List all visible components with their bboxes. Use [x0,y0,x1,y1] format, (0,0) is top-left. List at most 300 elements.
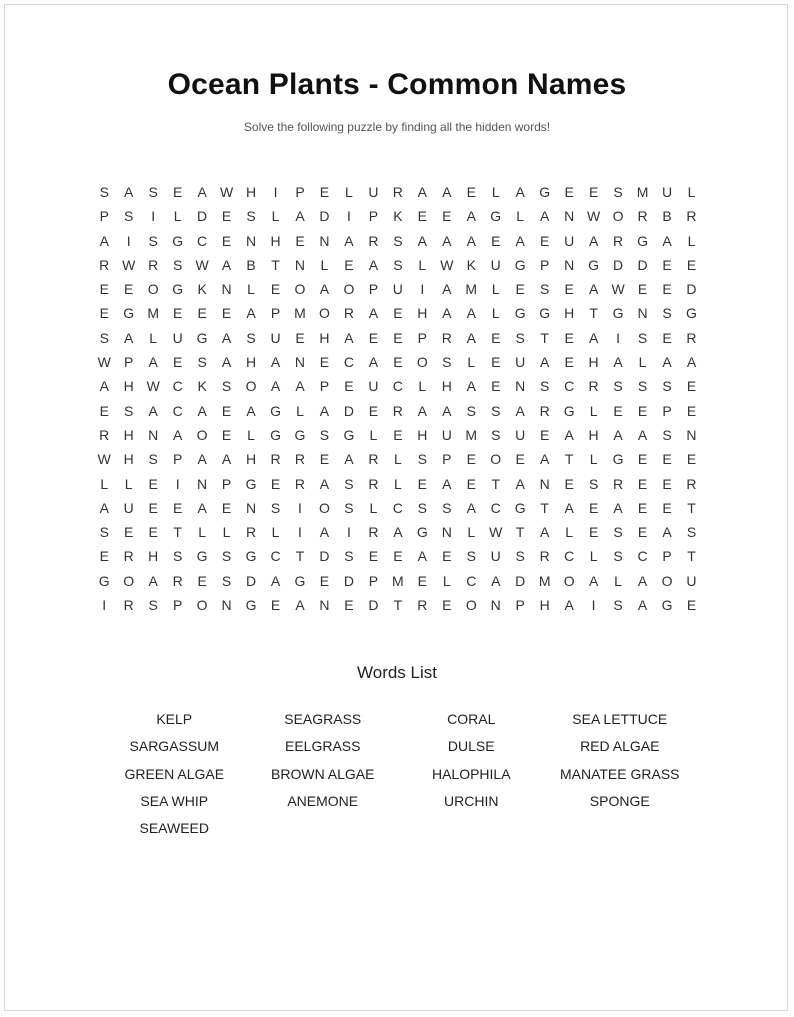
grid-letter[interactable]: E [466,475,476,492]
grid-letter[interactable]: D [343,572,354,589]
grid-letter[interactable]: E [295,329,305,346]
grid-letter[interactable]: L [687,232,696,249]
grid-letter[interactable]: L [247,426,255,443]
grid-letter[interactable]: A [588,232,599,249]
grid-letter[interactable]: L [149,329,158,346]
grid-letter[interactable]: H [417,305,428,322]
grid-letter[interactable]: R [99,426,110,443]
grid-letter[interactable]: E [417,572,427,589]
grid-letter[interactable]: E [662,281,672,298]
grid-letter[interactable]: C [466,572,477,589]
grid-letter[interactable]: S [148,232,158,249]
grid-letter[interactable]: A [319,281,330,298]
grid-letter[interactable]: S [344,548,354,565]
grid-letter[interactable]: S [172,256,183,273]
grid-letter[interactable]: G [661,597,673,614]
grid-letter[interactable]: A [515,232,525,249]
grid-letter[interactable]: S [99,184,109,200]
grid-letter[interactable]: S [491,402,501,419]
grid-letter[interactable]: R [392,402,403,419]
grid-letter[interactable]: R [123,597,134,614]
grid-letter[interactable]: U [441,426,452,443]
grid-letter[interactable]: P [319,378,330,395]
grid-letter[interactable]: P [540,256,550,273]
grid-letter[interactable]: A [588,281,599,298]
grid-letter[interactable]: H [564,305,575,322]
grid-letter[interactable]: E [686,451,697,468]
grid-letter[interactable]: E [686,378,697,395]
grid-letter[interactable]: N [319,597,330,614]
grid-letter[interactable]: L [345,184,353,200]
grid-letter[interactable]: T [491,475,501,492]
grid-letter[interactable]: G [245,475,257,492]
grid-letter[interactable]: S [124,208,134,225]
grid-letter[interactable]: U [368,184,379,200]
grid-letter[interactable]: A [295,208,305,225]
grid-letter[interactable]: S [344,475,354,492]
grid-letter[interactable]: E [270,475,281,492]
grid-letter[interactable]: E [491,232,501,249]
grid-letter[interactable]: G [123,305,135,322]
grid-letter[interactable]: A [270,354,281,371]
grid-letter[interactable]: S [221,378,232,395]
grid-letter[interactable]: G [196,329,208,346]
grid-letter[interactable]: H [417,426,428,443]
grid-letter[interactable]: N [245,232,257,249]
grid-letter[interactable]: D [319,208,330,225]
grid-letter[interactable]: G [514,256,526,273]
grid-letter[interactable]: E [319,572,330,589]
grid-letter[interactable]: U [515,426,526,443]
grid-letter[interactable]: E [368,402,379,419]
grid-letter[interactable]: U [661,184,673,200]
grid-letter[interactable]: L [442,572,451,589]
grid-letter[interactable]: G [294,426,306,443]
grid-letter[interactable]: A [466,232,476,249]
grid-letter[interactable]: T [173,524,182,541]
grid-letter[interactable]: N [539,475,550,492]
grid-letter[interactable]: W [587,208,601,225]
grid-letter[interactable]: O [343,281,355,298]
grid-letter[interactable]: S [344,499,354,516]
grid-letter[interactable]: M [465,426,478,443]
grid-letter[interactable]: A [686,354,697,371]
grid-letter[interactable]: D [319,548,330,565]
grid-letter[interactable]: E [344,256,354,273]
grid-letter[interactable]: R [637,208,648,225]
grid-letter[interactable]: M [392,572,404,589]
grid-letter[interactable]: G [416,524,428,541]
grid-letter[interactable]: W [195,256,209,273]
grid-letter[interactable]: E [221,402,232,419]
grid-letter[interactable]: H [245,354,257,371]
grid-letter[interactable]: A [197,451,207,468]
grid-letter[interactable]: D [197,208,208,225]
grid-letter[interactable]: I [298,524,302,541]
grid-letter[interactable]: A [466,499,476,516]
grid-letter[interactable]: E [99,305,109,322]
grid-letter[interactable]: W [219,184,234,200]
grid-letter[interactable]: C [392,499,403,516]
grid-letter[interactable]: E [393,305,403,322]
grid-letter[interactable]: E [344,378,354,395]
grid-letter[interactable]: T [564,451,574,468]
grid-letter[interactable]: K [197,281,207,298]
grid-letter[interactable]: R [294,475,306,492]
grid-letter[interactable]: E [221,499,232,516]
grid-letter[interactable]: A [221,354,232,371]
grid-letter[interactable]: A [466,329,476,346]
grid-letter[interactable]: E [637,524,648,541]
grid-letter[interactable]: N [197,475,208,492]
grid-letter[interactable]: N [637,305,648,322]
grid-letter[interactable]: E [148,524,158,541]
grid-letter[interactable]: L [198,524,206,541]
grid-letter[interactable]: S [148,597,158,614]
grid-letter[interactable]: E [637,451,648,468]
grid-letter[interactable]: O [147,281,159,298]
grid-letter[interactable]: P [515,597,525,614]
grid-letter[interactable]: C [172,378,183,395]
grid-letter[interactable]: A [662,524,672,541]
grid-letter[interactable]: C [564,378,575,395]
grid-letter[interactable]: A [442,305,452,322]
grid-letter[interactable]: L [491,305,500,322]
grid-letter[interactable]: E [295,232,305,249]
grid-letter[interactable]: A [637,426,648,443]
grid-letter[interactable]: E [99,281,109,298]
grid-letter[interactable]: E [686,256,697,273]
grid-letter[interactable]: O [416,354,428,371]
grid-letter[interactable]: R [441,329,452,346]
grid-letter[interactable]: G [172,281,184,298]
grid-letter[interactable]: A [393,524,403,541]
grid-letter[interactable]: O [196,426,208,443]
grid-letter[interactable]: A [270,378,281,395]
grid-letter[interactable]: P [221,475,232,492]
grid-letter[interactable]: M [147,305,159,322]
grid-letter[interactable]: S [442,354,452,371]
grid-letter[interactable]: R [539,402,550,419]
grid-letter[interactable]: S [515,548,525,565]
grid-letter[interactable]: A [491,572,501,589]
grid-letter[interactable]: G [612,451,624,468]
grid-letter[interactable]: S [197,354,207,371]
grid-letter[interactable]: P [662,548,672,565]
grid-letter[interactable]: P [270,305,281,322]
grid-letter[interactable]: A [344,451,354,468]
grid-letter[interactable]: A [613,354,623,371]
grid-letter[interactable]: E [197,305,207,322]
grid-letter[interactable]: C [172,402,183,419]
grid-letter[interactable]: L [173,208,182,225]
grid-letter[interactable]: S [662,305,672,322]
grid-letter[interactable]: A [148,354,158,371]
grid-letter[interactable]: H [123,378,134,395]
grid-letter[interactable]: S [613,548,623,565]
grid-letter[interactable]: L [320,256,329,273]
grid-letter[interactable]: L [100,475,109,492]
grid-letter[interactable]: G [588,256,600,273]
grid-letter[interactable]: C [490,499,501,516]
grid-letter[interactable]: N [221,281,232,298]
grid-letter[interactable]: S [686,524,697,541]
grid-letter[interactable]: A [221,256,232,273]
grid-letter[interactable]: L [589,451,598,468]
grid-letter[interactable]: W [611,281,625,298]
grid-letter[interactable]: T [540,499,549,516]
grid-letter[interactable]: A [172,426,183,443]
grid-letter[interactable]: A [417,402,427,419]
grid-letter[interactable]: A [442,232,452,249]
grid-letter[interactable]: I [151,208,156,225]
grid-letter[interactable]: A [442,184,452,200]
grid-letter[interactable]: A [319,524,330,541]
grid-letter[interactable]: S [172,548,183,565]
grid-letter[interactable]: A [344,329,354,346]
grid-letter[interactable]: A [246,305,256,322]
grid-letter[interactable]: N [148,426,159,443]
grid-letter[interactable]: G [514,305,526,322]
grid-letter[interactable]: R [686,329,697,346]
grid-letter[interactable]: E [564,354,574,371]
grid-letter[interactable]: R [686,208,697,225]
grid-letter[interactable]: L [638,354,647,371]
grid-letter[interactable]: P [99,208,109,225]
grid-letter[interactable]: A [662,232,672,249]
grid-letter[interactable]: S [662,426,672,443]
grid-letter[interactable]: E [442,548,452,565]
grid-letter[interactable]: H [319,329,330,346]
grid-letter[interactable]: G [539,305,551,322]
grid-letter[interactable]: R [270,451,281,468]
grid-letter[interactable]: O [465,597,477,614]
grid-letter[interactable]: S [148,184,158,200]
grid-letter[interactable]: P [662,402,672,419]
grid-letter[interactable]: O [319,499,330,516]
grid-letter[interactable]: C [270,548,281,565]
grid-letter[interactable]: N [686,426,697,443]
grid-letter[interactable]: E [442,208,452,225]
grid-letter[interactable]: L [589,548,598,565]
grid-letter[interactable]: E [540,426,550,443]
grid-letter[interactable]: S [540,281,550,298]
grid-letter[interactable]: E [491,378,501,395]
grid-letter[interactable]: R [172,572,183,589]
grid-letter[interactable]: E [417,475,427,492]
grid-letter[interactable]: L [614,572,622,589]
grid-letter[interactable]: H [588,354,599,371]
grid-letter[interactable]: A [564,426,574,443]
grid-letter[interactable]: G [245,548,257,565]
grid-letter[interactable]: A [99,232,109,249]
grid-letter[interactable]: E [564,184,574,200]
grid-letter[interactable]: E [662,329,672,346]
grid-letter[interactable]: T [540,329,549,346]
grid-letter[interactable]: E [417,208,427,225]
grid-letter[interactable]: S [221,548,232,565]
grid-letter[interactable]: I [420,281,425,298]
grid-letter[interactable]: E [393,329,403,346]
grid-letter[interactable]: G [98,572,110,589]
grid-letter[interactable]: E [540,232,550,249]
grid-letter[interactable]: W [122,256,136,273]
grid-letter[interactable]: D [686,281,697,298]
grid-letter[interactable]: E [662,451,672,468]
grid-letter[interactable]: H [123,426,134,443]
grid-letter[interactable]: G [172,232,184,249]
grid-letter[interactable]: E [197,572,207,589]
grid-letter[interactable]: E [393,426,403,443]
grid-letter[interactable]: W [489,524,503,541]
grid-letter[interactable]: A [246,402,256,419]
grid-letter[interactable]: L [393,451,402,468]
grid-letter[interactable]: E [515,451,525,468]
grid-letter[interactable]: A [442,475,452,492]
grid-letter[interactable]: I [346,208,351,225]
grid-letter[interactable]: C [564,548,575,565]
grid-letter[interactable]: P [172,451,183,468]
grid-letter[interactable]: H [148,548,159,565]
grid-letter[interactable]: E [148,499,158,516]
grid-letter[interactable]: S [393,232,403,249]
grid-letter[interactable]: O [319,305,330,322]
grid-letter[interactable]: G [294,572,306,589]
grid-letter[interactable]: A [540,354,550,371]
grid-letter[interactable]: E [564,475,574,492]
grid-letter[interactable]: O [661,572,673,589]
grid-letter[interactable]: R [368,524,379,541]
grid-letter[interactable]: O [196,597,208,614]
grid-letter[interactable]: A [99,499,109,516]
grid-letter[interactable]: T [515,524,525,541]
grid-letter[interactable]: O [612,208,624,225]
grid-letter[interactable]: T [687,548,696,565]
grid-letter[interactable]: A [368,305,379,322]
grid-letter[interactable]: A [99,378,109,395]
grid-letter[interactable]: U [368,378,379,395]
grid-letter[interactable]: P [124,354,134,371]
grid-letter[interactable]: S [466,548,476,565]
grid-letter[interactable]: L [418,378,427,395]
grid-letter[interactable]: U [490,256,501,273]
grid-letter[interactable]: H [441,378,452,395]
grid-letter[interactable]: G [270,426,281,443]
grid-letter[interactable]: U [515,354,526,371]
grid-letter[interactable]: E [686,402,697,419]
grid-letter[interactable]: U [172,329,183,346]
grid-letter[interactable]: G [490,208,502,225]
grid-letter[interactable]: I [175,475,180,492]
grid-letter[interactable]: A [564,499,574,516]
grid-letter[interactable]: N [245,499,257,516]
grid-letter[interactable]: S [319,426,330,443]
grid-letter[interactable]: I [298,499,302,516]
grid-letter[interactable]: E [466,451,476,468]
grid-letter[interactable]: S [393,256,403,273]
grid-letter[interactable]: H [588,426,599,443]
grid-letter[interactable]: A [368,354,379,371]
grid-letter[interactable]: L [247,281,255,298]
grid-letter[interactable]: M [294,305,306,322]
grid-letter[interactable]: A [417,548,427,565]
grid-letter[interactable]: G [270,402,281,419]
grid-letter[interactable]: G [539,184,551,200]
grid-letter[interactable]: S [491,426,501,443]
grid-letter[interactable]: S [124,402,134,419]
grid-letter[interactable]: S [637,329,648,346]
grid-letter[interactable]: N [221,597,232,614]
grid-letter[interactable]: E [221,208,232,225]
grid-letter[interactable]: E [442,597,452,614]
grid-letter[interactable]: L [516,208,525,225]
grid-letter[interactable]: E [637,499,648,516]
grid-letter[interactable]: E [344,597,354,614]
grid-letter[interactable]: N [490,597,501,614]
grid-letter[interactable]: R [343,305,354,322]
grid-letter[interactable]: A [442,402,452,419]
grid-letter[interactable]: E [172,305,183,322]
grid-letter[interactable]: A [148,572,158,589]
grid-letter[interactable]: L [271,208,280,225]
grid-letter[interactable]: K [393,208,403,225]
grid-letter[interactable]: A [221,451,232,468]
grid-letter[interactable]: K [466,256,476,273]
grid-letter[interactable]: E [491,329,501,346]
grid-letter[interactable]: E [515,281,525,298]
grid-letter[interactable]: A [588,329,599,346]
grid-letter[interactable]: C [343,354,354,371]
grid-letter[interactable]: E [270,281,281,298]
grid-letter[interactable]: P [172,597,183,614]
grid-letter[interactable]: H [123,451,134,468]
grid-letter[interactable]: U [392,281,403,298]
grid-letter[interactable]: D [368,597,379,614]
grid-letter[interactable]: A [515,475,525,492]
grid-letter[interactable]: R [99,256,110,273]
grid-letter[interactable]: A [124,184,134,200]
grid-letter[interactable]: E [172,499,183,516]
grid-letter[interactable]: E [221,305,232,322]
grid-letter[interactable]: R [245,524,257,541]
grid-letter[interactable]: E [491,354,501,371]
grid-letter[interactable]: S [613,597,623,614]
grid-letter[interactable]: R [686,475,697,492]
grid-letter[interactable]: U [686,572,697,589]
grid-letter[interactable]: A [417,184,427,200]
grid-letter[interactable]: A [637,597,648,614]
grid-letter[interactable]: G [686,305,697,322]
grid-letter[interactable]: M [538,572,551,589]
grid-letter[interactable]: P [368,208,379,225]
grid-letter[interactable]: E [466,184,476,200]
grid-letter[interactable]: H [245,451,257,468]
grid-letter[interactable]: T [393,597,403,614]
grid-letter[interactable]: E [172,354,183,371]
grid-letter[interactable]: G [563,402,575,419]
grid-letter[interactable]: D [637,256,648,273]
grid-letter[interactable]: L [589,402,598,419]
grid-letter[interactable]: U [564,232,575,249]
grid-letter[interactable]: A [368,256,379,273]
grid-letter[interactable]: O [563,572,575,589]
grid-letter[interactable]: D [343,402,354,419]
grid-letter[interactable]: S [613,184,623,200]
grid-letter[interactable]: W [146,378,160,395]
grid-letter[interactable]: E [221,426,232,443]
grid-letter[interactable]: O [245,378,257,395]
grid-letter[interactable]: N [294,354,306,371]
